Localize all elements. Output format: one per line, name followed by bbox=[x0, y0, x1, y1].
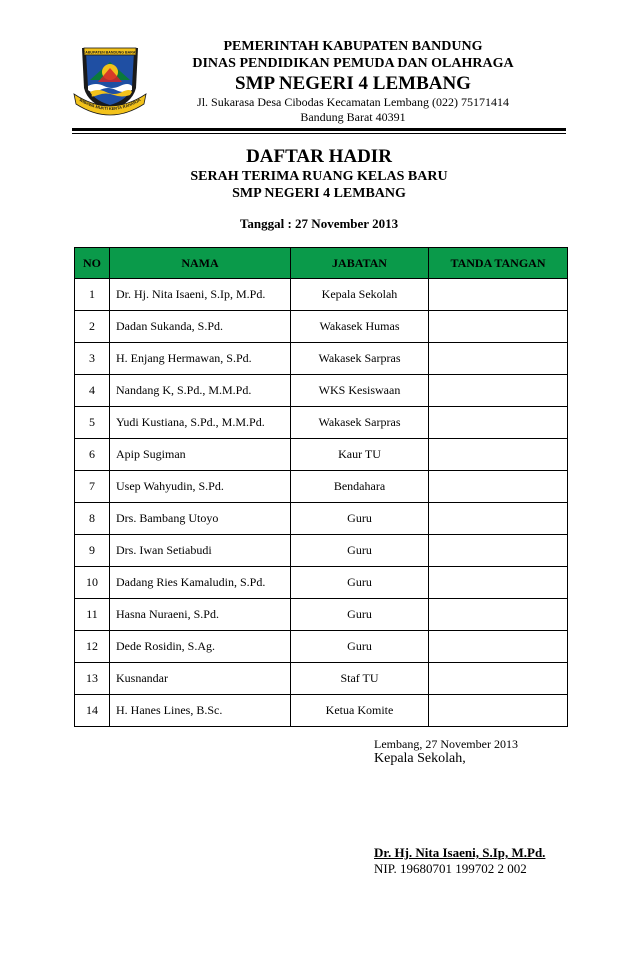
row-position: Staf TU bbox=[291, 663, 429, 695]
signature-role: Kepala Sekolah, bbox=[374, 751, 466, 766]
letterhead-government: PEMERINTAH KABUPATEN BANDUNG bbox=[223, 39, 483, 54]
row-name: H. Hanes Lines, B.Sc. bbox=[110, 695, 291, 727]
row-signature-cell[interactable] bbox=[429, 439, 568, 471]
logo-top-text: KABUPATEN BANDUNG BARAT bbox=[82, 50, 138, 55]
table-row bbox=[75, 279, 568, 311]
row-signature-cell[interactable] bbox=[429, 599, 568, 631]
row-number: 10 bbox=[75, 567, 110, 599]
row-name: Usep Wahyudin, S.Pd. bbox=[110, 471, 291, 503]
row-signature-cell[interactable] bbox=[429, 343, 568, 375]
row-position: Guru bbox=[291, 503, 429, 535]
table-row bbox=[75, 343, 568, 375]
row-signature-cell[interactable] bbox=[429, 535, 568, 567]
table-row bbox=[75, 535, 568, 567]
row-signature-cell[interactable] bbox=[429, 279, 568, 311]
row-name: Dadan Sukanda, S.Pd. bbox=[110, 311, 291, 343]
row-signature-cell[interactable] bbox=[429, 663, 568, 695]
header-tanda-tangan: TANDA TANGAN bbox=[429, 248, 568, 279]
attendance-table bbox=[74, 247, 568, 727]
event-date: Tanggal : 27 November 2013 bbox=[239, 216, 399, 231]
row-number: 4 bbox=[75, 375, 110, 407]
document-subtitle-event: SERAH TERIMA RUANG KELAS BARU bbox=[190, 169, 448, 184]
title-block bbox=[72, 146, 566, 202]
row-position: Guru bbox=[291, 599, 429, 631]
row-position: Kaur TU bbox=[291, 439, 429, 471]
document-title: DAFTAR HADIR bbox=[246, 146, 392, 167]
row-position: Bendahara bbox=[291, 471, 429, 503]
row-number: 12 bbox=[75, 631, 110, 663]
table-row bbox=[75, 471, 568, 503]
row-signature-cell[interactable] bbox=[429, 471, 568, 503]
row-name: Drs. Bambang Utoyo bbox=[110, 503, 291, 535]
row-number: 9 bbox=[75, 535, 110, 567]
row-signature-cell[interactable] bbox=[429, 503, 568, 535]
table-row bbox=[75, 695, 568, 727]
table-row bbox=[75, 407, 568, 439]
row-position: WKS Kesiswaan bbox=[291, 375, 429, 407]
table-row bbox=[75, 375, 568, 407]
row-name: Yudi Kustiana, S.Pd., M.M.Pd. bbox=[110, 407, 291, 439]
row-signature-cell[interactable] bbox=[429, 375, 568, 407]
row-name: Apip Sugiman bbox=[110, 439, 291, 471]
header-jabatan: JABATAN bbox=[291, 248, 429, 279]
regency-emblem-icon bbox=[70, 38, 150, 118]
row-position: Guru bbox=[291, 567, 429, 599]
row-name: Nandang K, S.Pd., M.M.Pd. bbox=[110, 375, 291, 407]
row-position: Wakasek Sarpras bbox=[291, 407, 429, 439]
table-row bbox=[75, 631, 568, 663]
signature-name: Dr. Hj. Nita Isaeni, S.Ip, M.Pd. bbox=[374, 845, 546, 860]
letterhead-address: Jl. Sukarasa Desa Cibodas Kecamatan Lembang (022) 75171414 bbox=[197, 95, 509, 109]
signature-nip: NIP. 19680701 199702 2 002 bbox=[374, 861, 527, 876]
table-body bbox=[75, 279, 568, 727]
row-signature-cell[interactable] bbox=[429, 311, 568, 343]
row-number: 3 bbox=[75, 343, 110, 375]
row-signature-cell[interactable] bbox=[429, 567, 568, 599]
row-number: 6 bbox=[75, 439, 110, 471]
row-position: Wakasek Sarpras bbox=[291, 343, 429, 375]
row-signature-cell[interactable] bbox=[429, 631, 568, 663]
document-subtitle-school: SMP NEGERI 4 LEMBANG bbox=[232, 186, 406, 201]
letterhead-city: Bandung Barat 40391 bbox=[300, 110, 406, 124]
row-number: 2 bbox=[75, 311, 110, 343]
row-number: 7 bbox=[75, 471, 110, 503]
row-position: Kepala Sekolah bbox=[291, 279, 429, 311]
row-number: 1 bbox=[75, 279, 110, 311]
letterhead-divider-thick bbox=[72, 128, 566, 131]
row-name: H. Enjang Hermawan, S.Pd. bbox=[110, 343, 291, 375]
row-signature-cell[interactable] bbox=[429, 695, 568, 727]
table-header-row bbox=[75, 248, 568, 279]
row-name: Kusnandar bbox=[110, 663, 291, 695]
row-name: Hasna Nuraeni, S.Pd. bbox=[110, 599, 291, 631]
table-row bbox=[75, 439, 568, 471]
row-position: Ketua Komite bbox=[291, 695, 429, 727]
table-row bbox=[75, 599, 568, 631]
row-number: 11 bbox=[75, 599, 110, 631]
letterhead-department: DINAS PENDIDIKAN PEMUDA DAN OLAHRAGA bbox=[192, 56, 514, 71]
signature-place-date: Lembang, 27 November 2013 bbox=[374, 737, 518, 751]
table-row bbox=[75, 311, 568, 343]
letterhead-divider-thin bbox=[72, 133, 566, 134]
row-name: Dede Rosidin, S.Ag. bbox=[110, 631, 291, 663]
row-name: Dadang Ries Kamaludin, S.Pd. bbox=[110, 567, 291, 599]
row-name: Dr. Hj. Nita Isaeni, S.Ip, M.Pd. bbox=[110, 279, 291, 311]
row-name: Drs. Iwan Setiabudi bbox=[110, 535, 291, 567]
header-no: NO bbox=[75, 248, 110, 279]
table-row bbox=[75, 567, 568, 599]
table-row bbox=[75, 663, 568, 695]
row-number: 8 bbox=[75, 503, 110, 535]
row-position: Wakasek Humas bbox=[291, 311, 429, 343]
row-number: 14 bbox=[75, 695, 110, 727]
letterhead-school: SMP NEGERI 4 LEMBANG bbox=[235, 73, 471, 94]
logo-motto: WIBAWA MUKTI KERTA RAHARJA bbox=[78, 97, 142, 112]
row-signature-cell[interactable] bbox=[429, 407, 568, 439]
table-row bbox=[75, 503, 568, 535]
row-position: Guru bbox=[291, 631, 429, 663]
row-number: 13 bbox=[75, 663, 110, 695]
letterhead bbox=[160, 38, 546, 125]
row-number: 5 bbox=[75, 407, 110, 439]
row-position: Guru bbox=[291, 535, 429, 567]
header-nama: NAMA bbox=[110, 248, 291, 279]
